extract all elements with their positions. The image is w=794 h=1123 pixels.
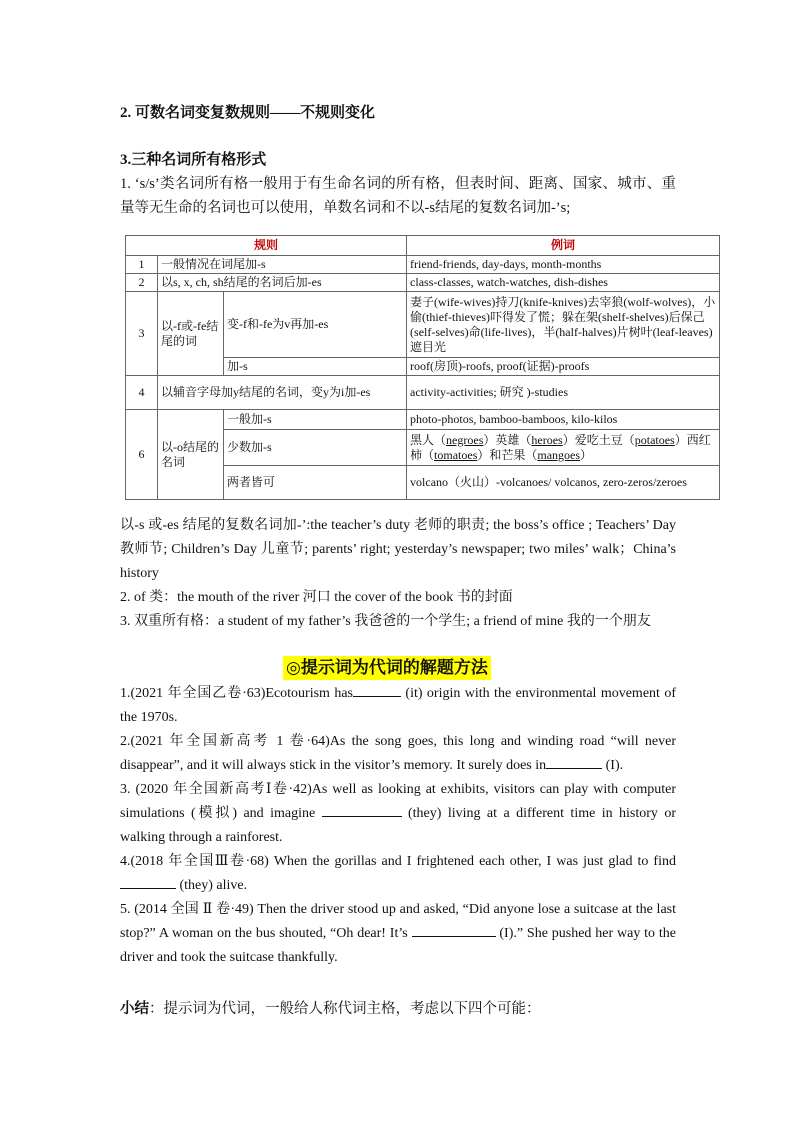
table-row [126, 410, 720, 430]
summary [120, 997, 541, 1018]
table-header-row [126, 236, 720, 256]
row-example: roof(房顶)-roofs, proof(证据)-proofs [407, 358, 720, 376]
exercise-list [120, 682, 676, 970]
row-example: activity-activities; 研究 )-studies [407, 376, 720, 410]
row-group: 以-o结尾的名词 [158, 410, 224, 500]
row-number: 4 [126, 376, 158, 410]
row-number: 6 [126, 410, 158, 500]
table-row [126, 274, 720, 292]
section-title: ◎提示词为代词的解题方法 [283, 656, 491, 680]
note-line: 以-s 或-es 结尾的复数名词加-’:the teacher’s duty 老师的职责; the boss’s office ; Teachers’ Day 教师节; Children’s Day 儿童节; parents’ right; yesterday’s newspaper; two miles’ walk；China’s history [120, 518, 676, 581]
plural-rules-table [125, 235, 720, 500]
row-number: 3 [126, 292, 158, 376]
word-tomatoes: tomatoes [434, 447, 478, 462]
row-rule: 两者皆可 [224, 466, 407, 500]
row-example: friend-friends, day-days, month-months [407, 256, 720, 274]
row-example: photo-photos, bamboo-bamboos, kilo-kilos [407, 410, 720, 430]
table-row [126, 256, 720, 274]
note-line: 3. 双重所有格：a student of my father’s 我爸爸的一个学生; a friend of mine 我的一个朋友 [120, 614, 651, 629]
row-rule: 以s, x, ch, sh结尾的名词后加-es [158, 274, 407, 292]
row-rule: 一般情况在词尾加-s [158, 256, 407, 274]
answer-blank[interactable] [120, 874, 176, 889]
row-rule: 变-f和-fe为v再加-es [224, 292, 407, 358]
word-heroes: heroes [531, 432, 563, 447]
header-rule: 规则 [126, 236, 407, 256]
row-number: 2 [126, 274, 158, 292]
heading-possessive: 3.三种名词所有格形式 [120, 152, 267, 168]
exercise-item: 3. (2020 年全国新高考Ⅰ卷·42)As well as looking at exhibits, visitors can play with computer simulations (模拟) and imagine (they) living at a different time in history or walking through a rainforest. [120, 782, 676, 845]
heading-irregular-plural: 2. 可数名词变复数规则——不规则变化 [120, 105, 376, 121]
word-mangoes: mangoes [537, 447, 581, 462]
answer-blank[interactable] [412, 922, 496, 937]
intro-paragraph: 1. ‘s/s’类名词所有格一般用于有生命名词的所有格，但表时间、距离、国家、城市、重量等无生命的名词也可以使用，单数名词和不以-s结尾的复数名词加-’s; [120, 176, 676, 216]
word-potatoes: potatoes [634, 432, 675, 447]
row-example: 黑人（negroes）英雄（heroes）爱吃土豆（potatoes）西红柿（tomatoes）和芒果（mangoes） [407, 430, 720, 466]
row-rule: 少数加-s [224, 430, 407, 466]
answer-blank[interactable] [546, 754, 602, 769]
note-line: 2. of 类：the mouth of the river 河口 the cover of the book 书的封面 [120, 590, 513, 605]
answer-blank[interactable] [353, 682, 401, 697]
table-row [126, 376, 720, 410]
exercise-item: 1.(2021 年全国乙卷·63)Ecotourism has (it) origin with the environmental movement of the 1970s. [120, 682, 676, 730]
row-group: 以-f或-fe结尾的词 [158, 292, 224, 376]
summary-text: ：提示词为代词，一般给人称代词主格，考虑以下四个可能： [149, 1001, 541, 1017]
row-example: 妻子(wife-wives)持刀(knife-knives)去宰狼(wolf-wolves)，小偷(thief-thieves)吓得发了慌；躲在架(shelf-shelves)后保己(self-selves)命(life-lives)，半(half-halves)片树叶(leaf-leaves)遮目光 [407, 292, 720, 358]
table-row [126, 292, 720, 358]
answer-blank[interactable] [322, 802, 402, 817]
exercise-item: 4.(2018 年全国Ⅲ卷·68) When the gorillas and I frightened each other, I was just glad to find (they) alive. [120, 854, 676, 893]
header-example: 例词 [407, 236, 720, 256]
exercise-item: 5. (2014 全国 Ⅱ 卷·49) Then the driver stood up and asked, “Did anyone lose a suitcase at the last stop?” A woman on the bus shouted, “Oh dear! It’s (I).” She pushed her way to the driver and took the suitcase thankfully. [120, 902, 676, 965]
row-example: class-classes, watch-watches, dish-dishes [407, 274, 720, 292]
row-rule: 一般加-s [224, 410, 407, 430]
row-rule: 以辅音字母加y结尾的名词，变y为i加-es [158, 376, 407, 410]
summary-label: 小结 [120, 1001, 149, 1017]
word-negroes: negroes [446, 432, 484, 447]
exercise-item: 2.(2021 年全国新高考 1 卷·64)As the song goes, this long and winding road “will never disappear”, and it will always stick in the visitor’s memory. It surely does in (I). [120, 734, 676, 773]
row-example: volcano（火山）-volcanoes/ volcanos, zero-zeros/zeroes [407, 466, 720, 500]
possessive-notes [120, 514, 676, 634]
row-number: 1 [126, 256, 158, 274]
row-rule: 加-s [224, 358, 407, 376]
